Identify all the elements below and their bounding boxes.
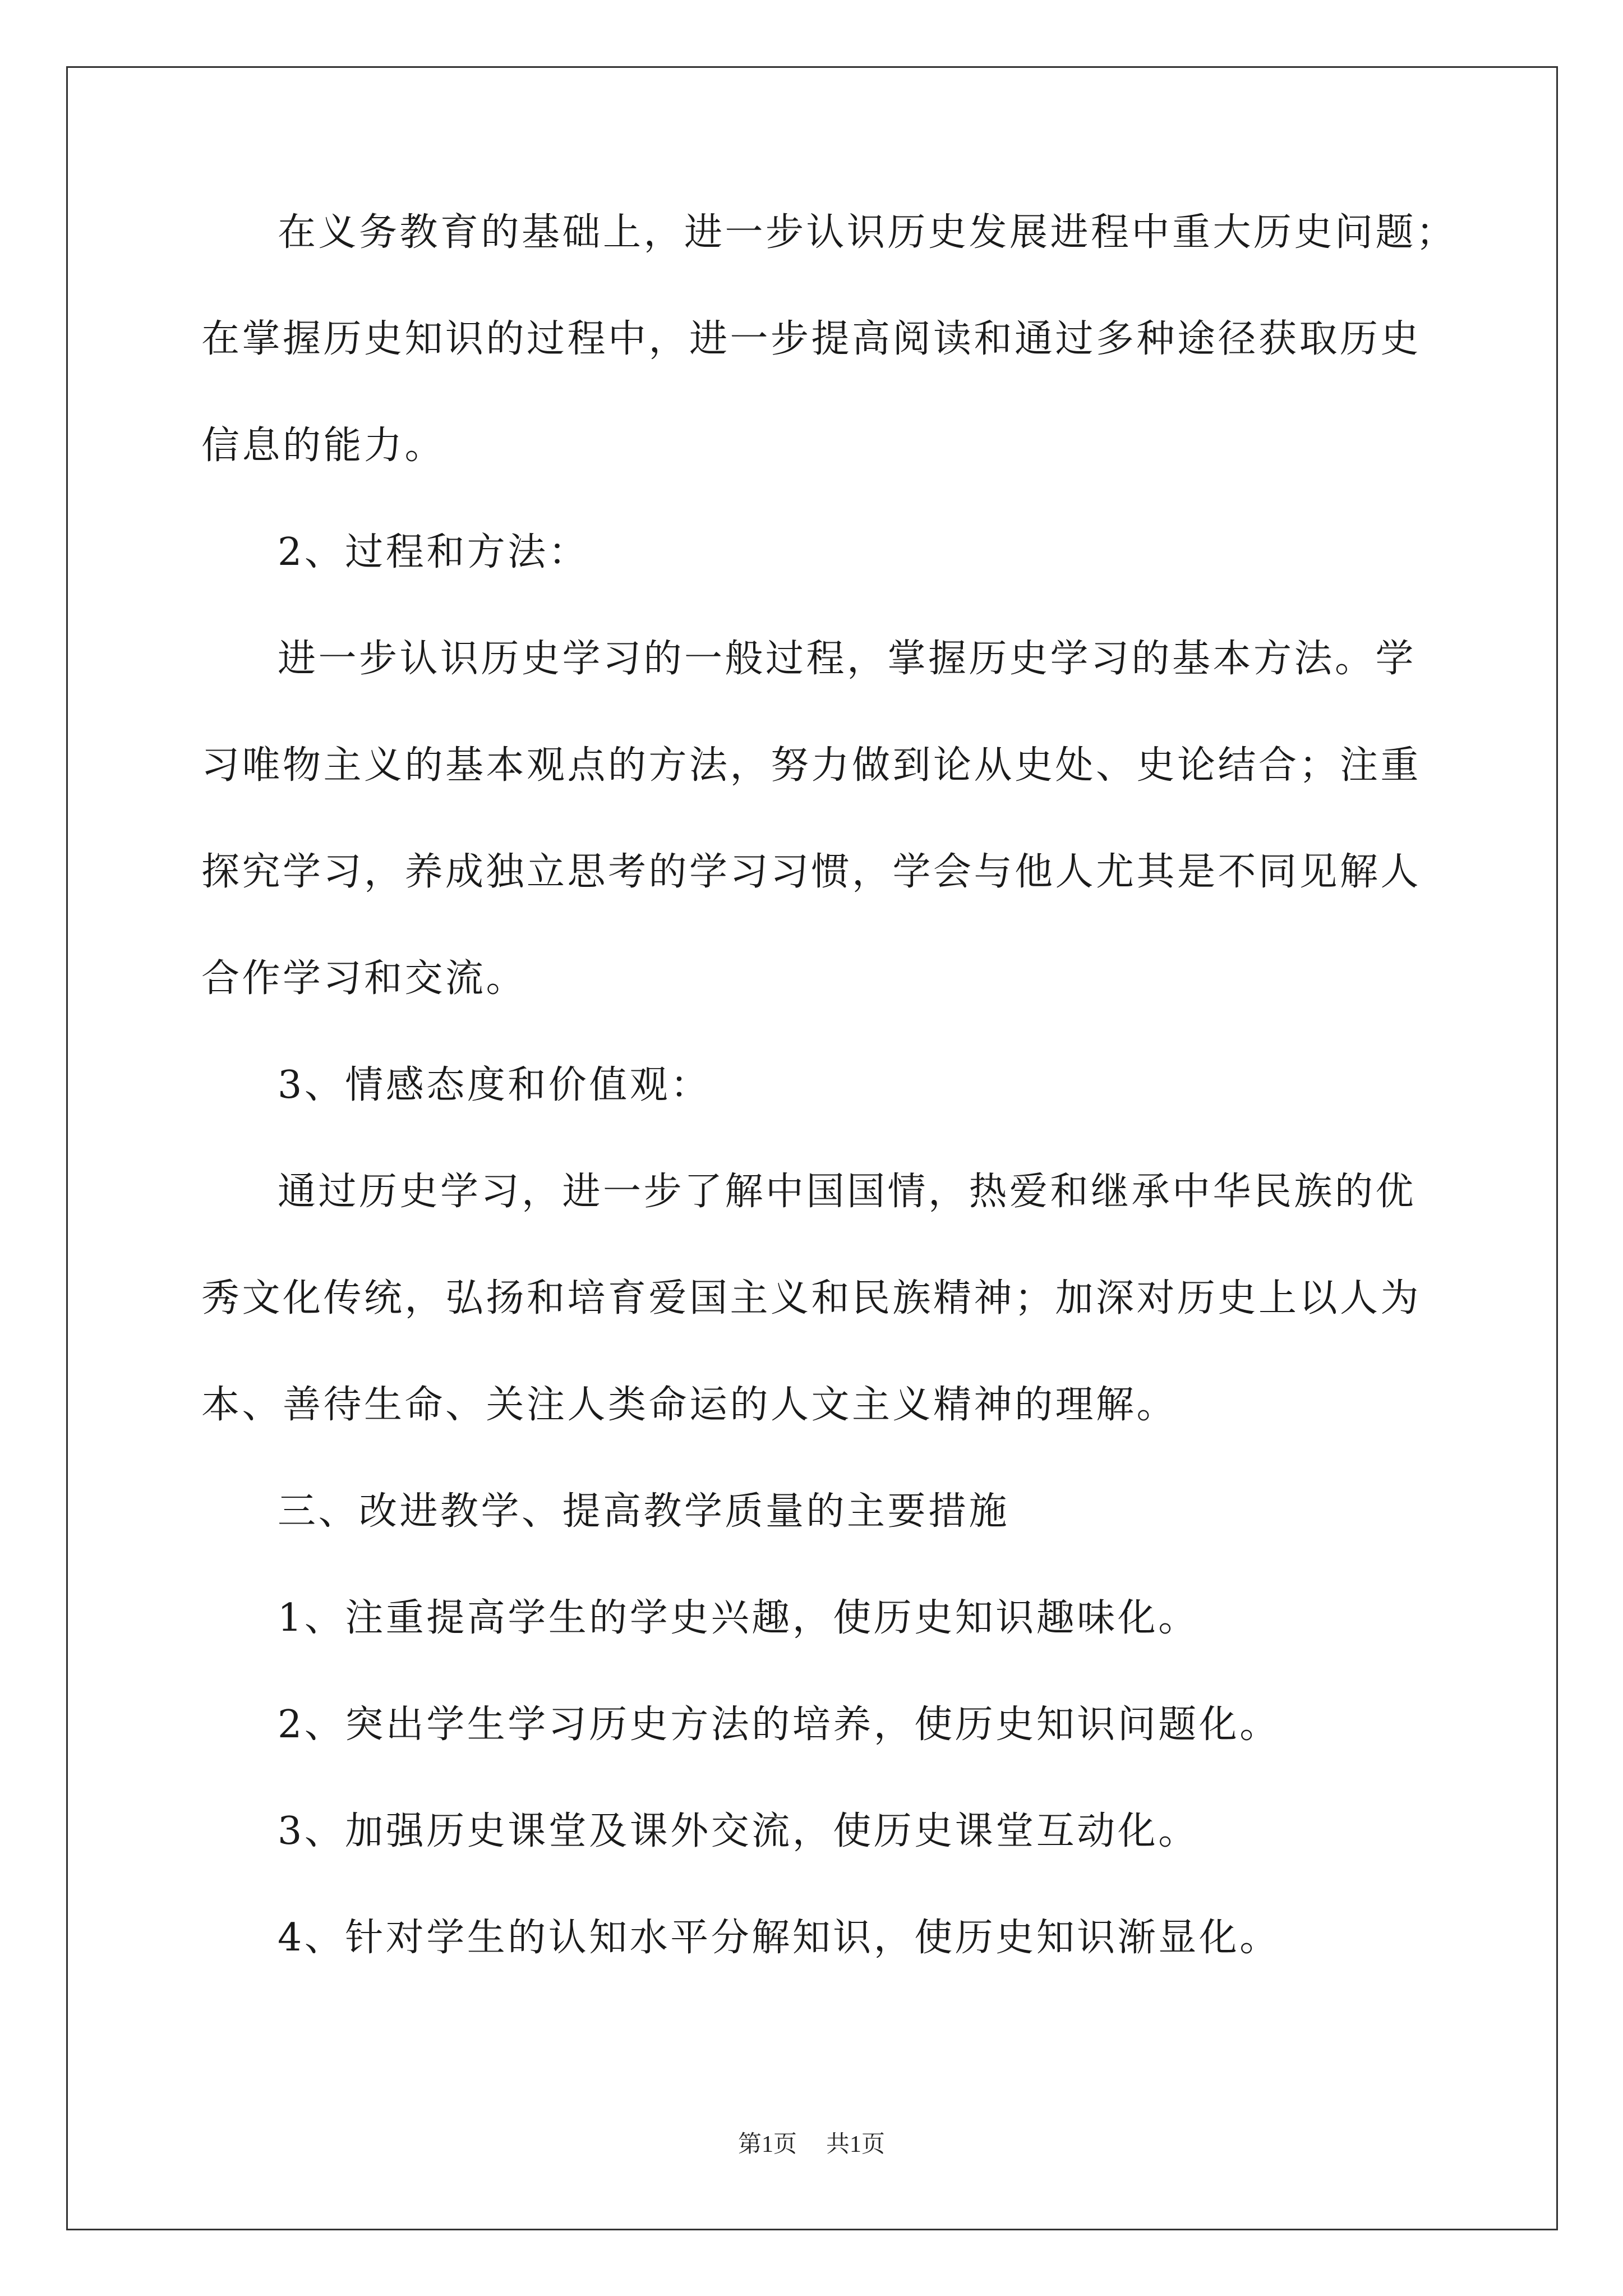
paragraph-line: 本、善待生命、关注人类命运的人文主义精神的理解。 (201, 1383, 1178, 1427)
paragraph-line: 通过历史学习，进一步了解中国国情，热爱和继承中华民族的优 (278, 1170, 1417, 1214)
paragraph-line: 习唯物主义的基本观点的方法，努力做到论从史处、史论结合；注重 (201, 743, 1422, 788)
list-item: 1、注重提高学生的学史兴趣，使历史知识趣味化。 (278, 1596, 1199, 1640)
page-footer (0, 2131, 1623, 2159)
page-border (66, 66, 1558, 2230)
list-item: 2、突出学生学习历史方法的培养，使历史知识问题化。 (278, 1703, 1280, 1747)
paragraph-line: 合作学习和交流。 (201, 956, 527, 1001)
section-heading: 3、情感态度和价值观： (278, 1063, 711, 1107)
page-number-current: 第1页 (737, 2132, 797, 2157)
list-item: 3、加强历史课堂及课外交流，使历史课堂互动化。 (278, 1809, 1199, 1853)
section-heading: 2、过程和方法： (278, 530, 589, 574)
section-heading: 三、改进教学、提高教学质量的主要措施 (278, 1489, 1010, 1534)
paragraph-line: 秀文化传统，弘扬和培育爱国主义和民族精神；加深对历史上以人为 (201, 1276, 1422, 1320)
paragraph-line: 进一步认识历史学习的一般过程，掌握历史学习的基本方法。学 (278, 637, 1417, 681)
list-item: 4、针对学生的认知水平分解知识，使历史知识渐显化。 (278, 1916, 1280, 1960)
paragraph-line: 探究学习，养成独立思考的学习习惯，学会与他人尤其是不同见解人 (201, 850, 1422, 894)
page-number-total: 共1页 (826, 2132, 886, 2157)
paragraph-line: 在义务教育的基础上，进一步认识历史发展进程中重大历史问题； (278, 210, 1457, 255)
paragraph-line: 在掌握历史知识的过程中，进一步提高阅读和通过多种途径获取历史 (201, 317, 1422, 361)
paragraph-line: 信息的能力。 (201, 424, 446, 468)
